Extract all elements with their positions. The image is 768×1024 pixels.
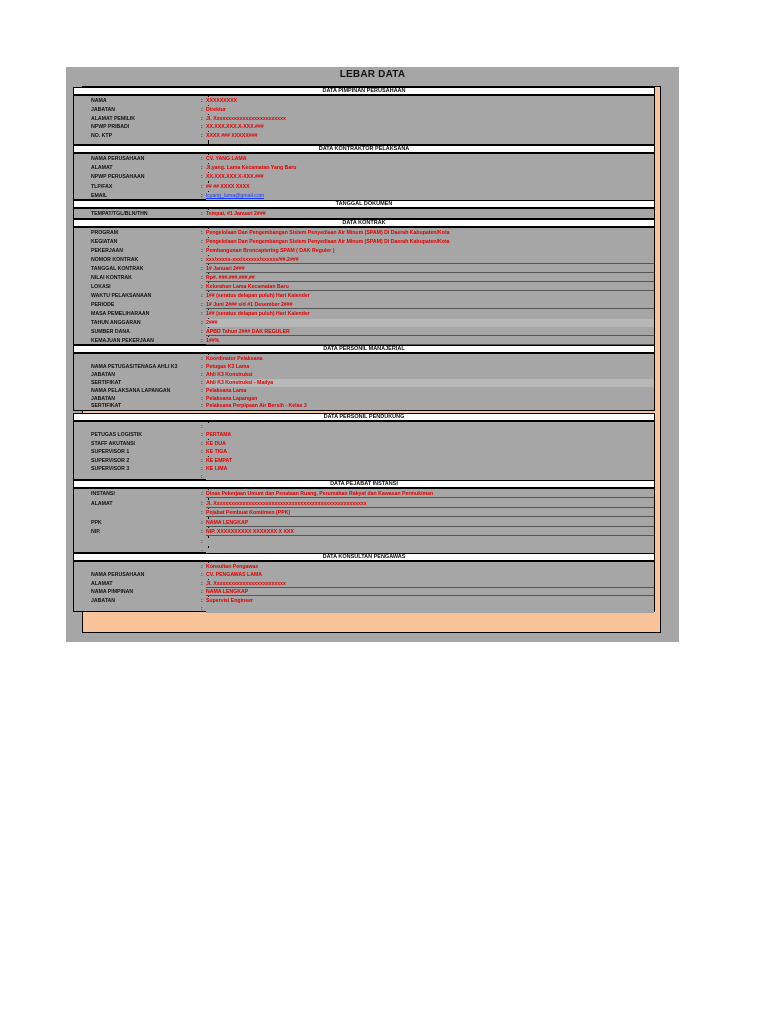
field-value-cell[interactable]: KE DUA xyxy=(206,440,654,448)
field-label: PERIODE xyxy=(91,302,115,308)
field-value-cell[interactable]: 1## (seratus delapan puluh) Hari Kalender xyxy=(206,310,654,318)
colon-separator: : xyxy=(201,338,203,344)
field-value-cell[interactable]: CV. YANG LAMA xyxy=(206,155,654,163)
data-row xyxy=(74,605,654,613)
field-label: SERTIFIKAT xyxy=(91,403,122,410)
field-label: PROGRAM xyxy=(91,230,119,236)
data-row xyxy=(74,283,654,291)
field-value-cell[interactable]: Koordinator Pelaksana xyxy=(206,355,654,363)
data-row xyxy=(74,256,654,264)
colon-separator: : xyxy=(201,432,203,439)
colon-separator: : xyxy=(201,98,203,104)
field-value-cell[interactable]: lcyang_lama@gmail.com xyxy=(206,192,654,200)
field-label: PEKERJAAN xyxy=(91,248,123,254)
colon-separator: : xyxy=(201,329,203,335)
field-label: PPK xyxy=(91,519,102,526)
field-label: NO. KTP xyxy=(91,133,113,140)
colon-separator: : xyxy=(201,457,203,464)
colon-separator: : xyxy=(201,529,203,536)
data-row xyxy=(74,173,654,181)
field-value-cell[interactable]: XX.XXX.XXX.X-XXX.### xyxy=(206,123,654,131)
field-label: SUPERVISOR 2 xyxy=(91,457,130,464)
field-value-cell[interactable]: Petugas K3 Lama xyxy=(206,363,654,371)
field-value-cell[interactable]: Pelaksana Lapangan xyxy=(206,395,654,403)
colon-separator: : xyxy=(201,539,203,545)
section-block-dokumen xyxy=(73,208,655,219)
colon-separator: : xyxy=(201,115,203,122)
field-label: NAMA PERUSAHAAN xyxy=(91,572,145,579)
colon-separator: : xyxy=(201,371,203,378)
field-value-cell[interactable]: Konsultan Pengawas xyxy=(206,563,654,571)
field-value-cell[interactable]: KE EMPAT xyxy=(206,457,654,465)
data-row xyxy=(74,247,654,255)
colon-separator: : xyxy=(201,174,203,181)
data-row xyxy=(74,164,654,172)
field-value-cell[interactable] xyxy=(206,423,654,431)
colon-separator: : xyxy=(201,165,203,172)
field-value-cell[interactable]: Tempat, #1 Januari 2### xyxy=(206,210,654,218)
colon-separator: : xyxy=(201,266,203,272)
field-value-cell[interactable]: 1# Januari 2### xyxy=(206,265,654,273)
colon-separator: : xyxy=(201,106,203,113)
data-row xyxy=(74,423,654,431)
field-label: NAMA PELAKSANA LAPANGAN xyxy=(91,387,171,394)
field-label: SUMBER DANA xyxy=(91,329,130,335)
colon-separator: : xyxy=(201,474,203,481)
data-row xyxy=(74,528,654,536)
section-header-kontraktor: DATA KONTRAKTOR PELAKSANA xyxy=(73,145,655,153)
field-label: INSTANSI xyxy=(91,491,115,497)
field-label: JABATAN xyxy=(91,395,116,402)
colon-separator: : xyxy=(201,284,203,290)
field-label: SUPERVISOR 3 xyxy=(91,466,130,472)
colon-separator: : xyxy=(201,192,203,199)
data-row xyxy=(74,310,654,318)
colon-separator: : xyxy=(201,589,203,596)
field-value-cell[interactable]: APBD Tahun 2### DAK REGULER xyxy=(206,328,654,336)
field-label: KEGIATAN xyxy=(91,239,118,245)
data-row xyxy=(74,132,654,140)
colon-separator: : xyxy=(201,183,203,190)
data-row xyxy=(74,210,654,218)
field-value-cell[interactable]: NAMA LENGKAP xyxy=(206,519,654,527)
field-label: NAMA PIMPINAN xyxy=(91,589,134,596)
data-row xyxy=(74,238,654,246)
field-value-cell[interactable]: 1## (seratus delapan puluh) Hari Kalender xyxy=(206,292,654,300)
colon-separator: : xyxy=(201,519,203,526)
field-label: NAMA xyxy=(91,98,107,104)
data-row xyxy=(74,337,654,345)
data-row xyxy=(74,155,654,163)
field-label: NIP. xyxy=(91,529,101,536)
field-label: TLP/FAX xyxy=(91,183,113,190)
data-row xyxy=(74,379,654,387)
colon-separator: : xyxy=(201,275,203,281)
data-row xyxy=(74,363,654,371)
section-header-pejabat: DATA PEJABAT INSTANSI xyxy=(73,480,655,488)
field-value-cell[interactable]: CV. PENGAWAS LAMA xyxy=(206,571,654,579)
colon-separator: : xyxy=(201,124,203,131)
field-value-cell[interactable]: xxx/xxxxx-xxx/xxxxxx/xxxxxx/##.2### xyxy=(206,256,654,264)
field-label: EMAIL xyxy=(91,192,108,199)
field-value-cell[interactable]: Rp#. ###.###.###,## xyxy=(206,274,654,282)
colon-separator: : xyxy=(201,440,203,447)
data-row xyxy=(74,597,654,605)
data-row xyxy=(74,115,654,123)
data-row xyxy=(74,183,654,191)
colon-separator: : xyxy=(201,424,203,430)
data-row xyxy=(74,229,654,237)
field-label: STAFF AKUTANSI xyxy=(91,440,135,447)
data-row xyxy=(74,465,654,473)
field-label: ALAMAT xyxy=(91,580,113,587)
section-header-pimpinan: DATA PIMPINAN PERUSAHAAN xyxy=(73,87,655,95)
section-header-manajerial: DATA PERSONIL MANAJERIAL xyxy=(73,345,655,353)
field-value-cell[interactable] xyxy=(206,605,654,613)
data-row xyxy=(74,500,654,508)
field-label: ALAMAT xyxy=(91,500,113,507)
field-label: JABATAN xyxy=(91,597,116,604)
colon-separator: : xyxy=(201,500,203,507)
field-value-cell[interactable]: Jl. Xxxxxxxxxxxxxxxxxxxxxxxxx xyxy=(206,580,654,588)
section-block-pimpinan xyxy=(73,95,655,145)
field-label: NAMA PERUSAHAAN xyxy=(91,156,145,162)
colon-separator: : xyxy=(201,387,203,394)
field-label: WAKTU PELAKSANAAN xyxy=(91,293,152,299)
field-value-cell[interactable]: Dinas Pekerjaan Umum dan Penataan Ruang, Perumahan Rakyat dan Kawasan Permukiman xyxy=(206,490,654,498)
data-row xyxy=(74,538,654,546)
field-label: SERTIFIKAT xyxy=(91,379,122,386)
colon-separator: : xyxy=(201,466,203,472)
field-label: TAHUN ANGGARAN xyxy=(91,320,141,326)
colon-separator: : xyxy=(201,564,203,570)
colon-separator: : xyxy=(201,239,203,245)
data-row xyxy=(74,371,654,379)
colon-separator: : xyxy=(201,548,203,555)
field-value-cell[interactable]: Pelaksana Lama xyxy=(206,387,654,395)
data-row xyxy=(74,106,654,114)
field-label: PETUGAS LOGISTIK xyxy=(91,432,143,439)
colon-separator: : xyxy=(201,597,203,604)
data-row xyxy=(74,97,654,105)
field-value-cell[interactable]: Pejabat Pembuat Komitmen (PPK) xyxy=(206,509,654,517)
field-value-cell[interactable]: XX.XXX.XXX.X-XXX.### xyxy=(206,173,654,181)
field-label: JABATAN xyxy=(91,106,116,113)
field-value-cell[interactable]: NAMA LENGKAP xyxy=(206,588,654,596)
sheet-title: LEBAR DATA xyxy=(339,69,406,80)
data-row xyxy=(74,431,654,439)
data-row xyxy=(74,319,654,327)
field-value-cell[interactable]: Pelaksana Perpipaan Air Bersih - Kelas 3 xyxy=(206,402,654,410)
field-label: ALAMAT xyxy=(91,165,113,172)
field-value-cell[interactable] xyxy=(206,538,654,546)
field-label: SUPERVISOR 1 xyxy=(91,449,130,456)
field-value-cell[interactable]: Ahli K3 Konstruksi xyxy=(206,371,654,379)
field-label: LOKASI xyxy=(91,284,111,290)
data-row xyxy=(74,509,654,517)
section-header-pendukung: DATA PERSONIL PENDUKUNG xyxy=(73,413,655,421)
data-row xyxy=(74,457,654,465)
field-value-cell[interactable]: Pembangunan Broncaptering SPAM ( DAK Reguler ) xyxy=(206,247,654,255)
colon-separator: : xyxy=(201,311,203,317)
data-row xyxy=(74,301,654,309)
colon-separator: : xyxy=(201,320,203,326)
data-row xyxy=(74,440,654,448)
data-row xyxy=(74,387,654,395)
field-value-cell[interactable]: PERTAMA xyxy=(206,431,654,439)
section-header-konsultan: DATA KONSULTAN PENGAWAS xyxy=(73,553,655,561)
field-label: TEMPAT/TGL/BLN/THN xyxy=(91,211,148,217)
colon-separator: : xyxy=(201,449,203,456)
field-label: NOMOR KONTRAK xyxy=(91,257,139,263)
data-row xyxy=(74,192,654,200)
data-row xyxy=(74,395,654,403)
colon-separator: : xyxy=(201,363,203,370)
colon-separator: : xyxy=(201,379,203,386)
field-value-cell[interactable]: Jl. Xxxxxxxxxxxxxxxxxxxxxxxxxxxxxxxxxxxxxxxxxxxxxxxxxxxxx xyxy=(206,500,654,508)
colon-separator: : xyxy=(201,606,203,612)
colon-separator: : xyxy=(201,211,203,217)
section-header-dokumen: TANGGAL DOKUMEN xyxy=(73,200,655,208)
field-label: KEMAJUAN PEKERJAAN xyxy=(91,338,154,344)
section-block-konsultan xyxy=(73,561,655,612)
colon-separator: : xyxy=(201,230,203,236)
field-value-cell[interactable]: Kelurahan Lama Kecamatan Baru xyxy=(206,283,654,291)
data-row xyxy=(74,328,654,336)
field-value-cell[interactable]: NIP. XXXXXXXXXX XXXXXXX X XXX xyxy=(206,528,654,536)
data-row xyxy=(74,580,654,588)
section-block-pendukung xyxy=(73,421,655,480)
section-header-kontrak: DATA KONTRAK xyxy=(73,219,655,227)
colon-separator: : xyxy=(201,510,203,517)
field-value-cell[interactable]: Supervisi Engineer xyxy=(206,597,654,605)
section-block-kontrak xyxy=(73,227,655,345)
field-label: MASA PEMELIHARAAN xyxy=(91,311,150,317)
colon-separator: : xyxy=(201,356,203,362)
colon-separator: : xyxy=(201,302,203,308)
section-block-pejabat xyxy=(73,488,655,553)
data-row xyxy=(74,355,654,363)
colon-separator: : xyxy=(201,257,203,263)
field-value-cell[interactable]: ## ## XXXX XXXX xyxy=(206,183,654,191)
field-label: ALAMAT PEMILIK xyxy=(91,115,135,122)
data-row xyxy=(74,588,654,596)
field-value-cell[interactable]: 1# Juni 2### s/d #1 Desember 2### xyxy=(206,301,654,309)
field-value-cell[interactable]: KE TIGA xyxy=(206,448,654,456)
colon-separator: : xyxy=(201,293,203,299)
field-value-cell[interactable]: Direktur xyxy=(206,106,654,114)
field-value-cell[interactable]: 1##% xyxy=(206,337,654,345)
field-value-cell[interactable]: Jl. Xxxxxxxxxxxxxxxxxxxxxxxxx xyxy=(206,115,654,123)
field-value-cell[interactable]: Pengelolaan Dan Pengembangan Sistem Penyediaan Air Minum (SPAM) Di Daerah Kabupaten/Kota xyxy=(206,238,654,246)
field-label: NPWP PRIBADI xyxy=(91,124,130,131)
field-label: NAMA PETUGAS/TENAGA AHLI K3 xyxy=(91,363,178,370)
field-label: JABATAN xyxy=(91,371,116,378)
data-row xyxy=(74,519,654,527)
colon-separator: : xyxy=(201,580,203,587)
data-row xyxy=(74,448,654,456)
field-label: NILAI KONTRAK xyxy=(91,275,132,281)
colon-separator: : xyxy=(201,403,203,410)
colon-separator: : xyxy=(201,572,203,579)
data-row xyxy=(74,563,654,571)
colon-separator: : xyxy=(201,395,203,402)
field-value-cell[interactable]: KE LIMA xyxy=(206,465,654,473)
section-block-manajerial xyxy=(73,353,655,411)
field-value-cell[interactable]: Pengelolaan Dan Pengembangan Sistem Penyediaan Air Minum (SPAM) Di Daerah Kabupaten/Kota xyxy=(206,229,654,237)
data-row xyxy=(74,490,654,498)
colon-separator: : xyxy=(201,133,203,140)
colon-separator: : xyxy=(201,491,203,497)
field-value-cell[interactable]: Ahli K3 Konstruksi - Madya xyxy=(206,379,654,387)
field-value-cell[interactable]: Jl.yang. Lama Kecamatan Yang Baru xyxy=(206,164,654,172)
field-label: TANGGAL KONTRAK xyxy=(91,266,144,272)
field-value-cell[interactable]: XXXX ### XXXXX### xyxy=(206,132,654,140)
field-label: NPWP PERUSAHAAN xyxy=(91,174,145,181)
data-row xyxy=(74,265,654,273)
data-row xyxy=(74,571,654,579)
colon-separator: : xyxy=(201,248,203,254)
colon-separator: : xyxy=(201,156,203,162)
spreadsheet-sheet xyxy=(66,67,679,642)
data-row xyxy=(74,402,654,410)
data-row xyxy=(74,274,654,282)
field-value-cell[interactable]: 2### xyxy=(206,319,654,327)
section-block-kontraktor xyxy=(73,153,655,200)
data-row xyxy=(74,123,654,131)
field-value-cell[interactable]: XXXXXXXXX xyxy=(206,97,654,105)
data-row xyxy=(74,292,654,300)
